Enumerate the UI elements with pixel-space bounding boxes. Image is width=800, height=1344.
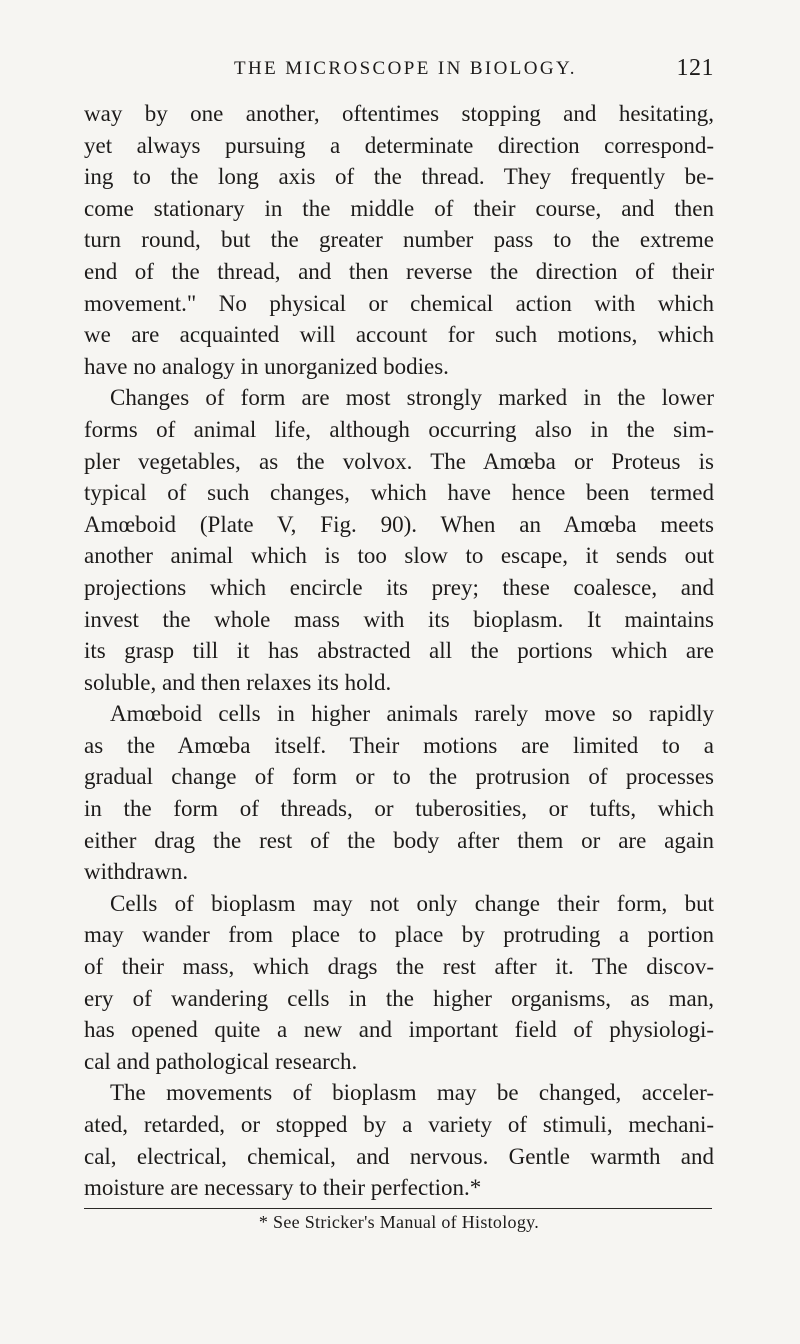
text-line: may wander from place to place by protruding a portion	[84, 922, 714, 948]
text-line: Amœboid cells in higher animals rarely move so rapidly	[110, 701, 714, 727]
text-line: withdrawn.	[84, 859, 189, 885]
text-line: Cells of bioplasm may not only change their form, but	[110, 890, 714, 916]
text-line: its grasp till it has abstracted all the portions which are	[84, 638, 714, 664]
text-line: have no analogy in unorganized bodies.	[84, 353, 449, 379]
text-line: another animal which is too slow to escape, it sends out	[84, 543, 714, 569]
text-line: has opened quite a new and important field of physiologi-	[84, 1017, 714, 1043]
text-line: we are acquainted will account for such motions, which	[84, 322, 714, 348]
text-line: ery of wandering cells in the higher organisms, as man,	[84, 985, 714, 1011]
text-line: ing to the long axis of the thread. They frequently be-	[84, 164, 714, 190]
page-number: 121	[676, 55, 714, 81]
text-line: pler vegetables, as the volvox. The Amœba or Proteus is	[84, 448, 714, 474]
text-line: Amœboid (Plate V, Fig. 90). When an Amœba meets	[84, 511, 714, 537]
text-line: way by one another, oftentimes stopping and hesitating,	[84, 101, 714, 126]
text-line: forms of animal life, although occurring also in the sim-	[84, 416, 714, 442]
text-line: moisture are necessary to their perfection.*	[84, 1175, 482, 1201]
text-line: ated, retarded, or stopped by a variety of stimuli, mechani-	[84, 1112, 714, 1137]
text-line: in the form of threads, or tuberosities, or tufts, which	[84, 796, 714, 822]
text-line: The movements of bioplasm may be changed, acceler-	[110, 1080, 714, 1106]
text-line: Changes of form are most strongly marked in the lower	[110, 385, 714, 411]
text-line: gradual change of form or to the protrusion of processes	[84, 764, 714, 790]
running-head	[84, 55, 714, 98]
text-line: as the Amœba itself. Their motions are limited to a	[84, 732, 714, 758]
text-line: soluble, and then relaxes its hold.	[84, 669, 392, 695]
text-line: cal, electrical, chemical, and nervous. Gentle warmth and	[84, 1143, 714, 1169]
text-line: projections which encircle its prey; these coalesce, and	[84, 574, 714, 600]
text-line: either drag the rest of the body after them or are again	[84, 827, 714, 853]
footnote-rule	[84, 1208, 712, 1209]
text-line: of their mass, which drags the rest after it. The discov-	[84, 954, 714, 980]
text-line: typical of such changes, which have hence been termed	[84, 480, 714, 506]
text-line: invest the whole mass with its bioplasm. It maintains	[84, 606, 714, 632]
text-line: yet always pursuing a determinate direction correspond-	[84, 132, 714, 158]
footnote: * See Stricker's Manual of Histology.	[258, 1211, 540, 1232]
text-line: end of the thread, and then reverse the direction of their	[84, 258, 714, 284]
body-text	[84, 98, 714, 1204]
running-title: THE MICROSCOPE IN BIOLOGY.	[234, 58, 577, 79]
text-line: movement." No physical or chemical action with which	[84, 290, 714, 316]
book-page	[84, 55, 714, 1233]
text-line: turn round, but the greater number pass to the extreme	[84, 227, 714, 253]
text-line: cal and pathological research.	[84, 1048, 358, 1074]
text-line: come stationary in the middle of their course, and then	[84, 195, 714, 221]
